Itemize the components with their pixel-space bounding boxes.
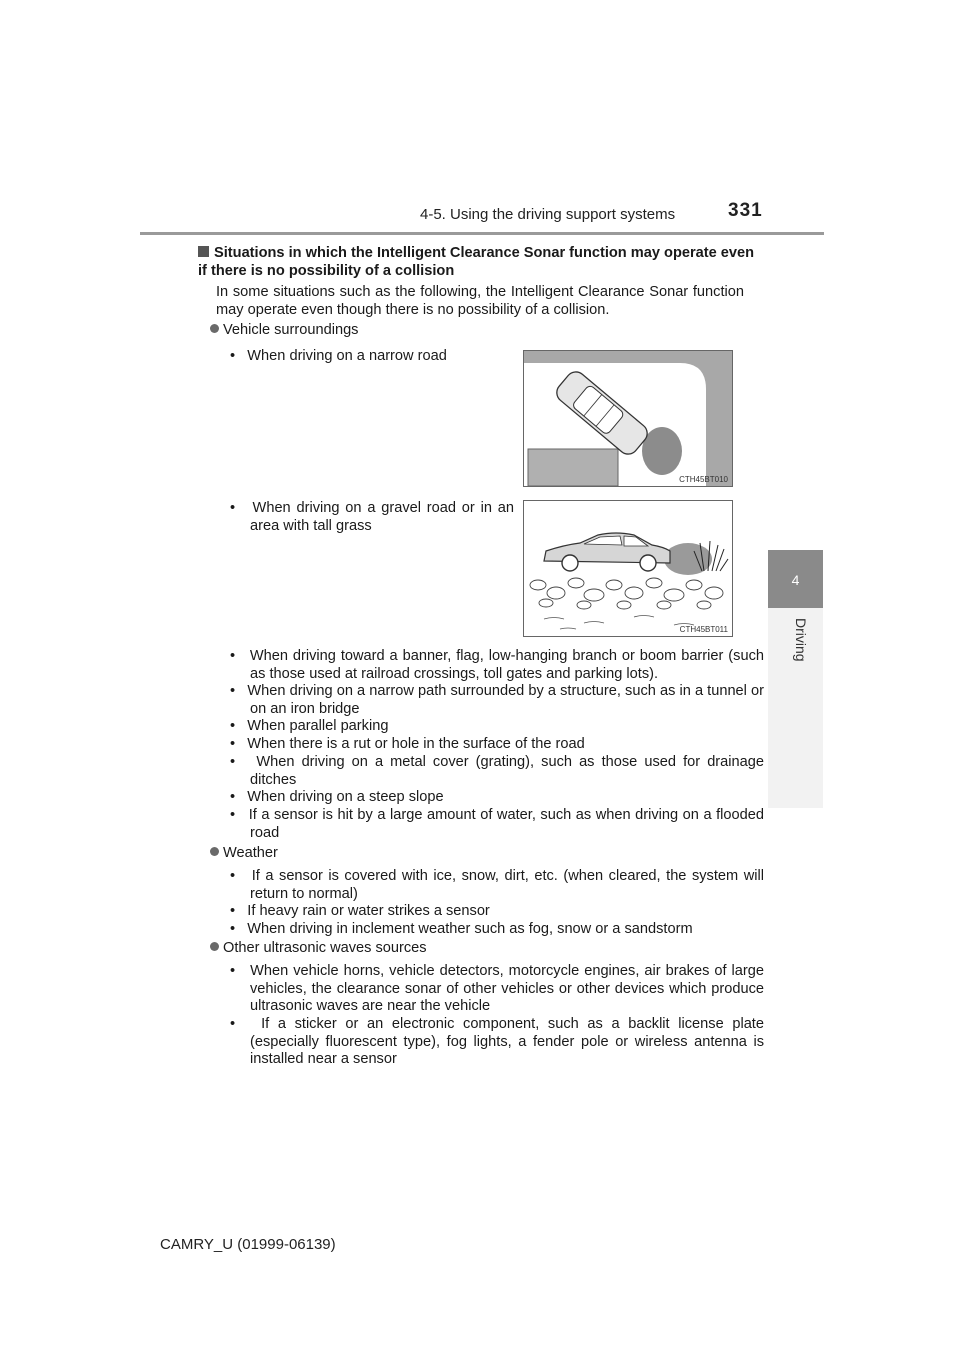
list-item: • When driving on a metal cover (grating), such as those used for drainage ditches: [230, 754, 764, 788]
figure-narrow-road: [523, 350, 733, 487]
section-title: 4-5. Using the driving support systems: [420, 206, 676, 223]
list-item: • When driving on a gravel road or in an area with tall grass: [230, 500, 514, 534]
chapter-number: 4: [791, 572, 800, 588]
square-bullet-icon: [198, 246, 209, 257]
list-item: • When there is a rut or hole in the surface of the road: [230, 736, 585, 752]
group-title-vehicle-surroundings: Vehicle surroundings: [210, 322, 750, 340]
page-number: 331: [728, 200, 763, 221]
list-item: • If a sensor is covered with ice, snow, dirt, etc. (when cleared, the system will return to normal): [230, 868, 764, 902]
circle-bullet-icon: [210, 324, 219, 333]
circle-bullet-icon: [210, 847, 219, 856]
chapter-label: [765, 618, 825, 678]
document-id: CAMRY_U (01999-06139): [160, 1236, 336, 1253]
list-item: • When driving on a steep slope: [230, 789, 444, 805]
circle-bullet-icon: [210, 942, 219, 951]
figure-code: CTH45BT011: [679, 625, 728, 634]
list-item: • If a sensor is hit by a large amount of water, such as when driving on a flooded road: [230, 807, 764, 841]
list-item: • When driving in inclement weather such as fog, snow or a sandstorm: [230, 921, 693, 937]
header-rule: [140, 232, 824, 235]
section-intro: In some situations such as the following, the Intelligent Clearance Sonar function may operate even though there is no possibility of a collision.: [216, 284, 744, 318]
group-title-ultrasonic-sources: Other ultrasonic waves sources: [210, 940, 750, 958]
list-item: • If heavy rain or water strikes a sensor: [230, 903, 490, 919]
list-item: • When driving on a narrow road: [230, 348, 447, 364]
list-item: • When driving toward a banner, flag, low-hanging branch or boom barrier (such as those used at railroad crossings, toll gates and parking lots).: [230, 648, 764, 682]
figure-gravel-road: [523, 500, 733, 637]
list-item: • If a sticker or an electronic component, such as a backlit license plate (especially fluorescent type), fog lights, a fender pole or wireless antenna is installed near a sensor: [230, 1016, 764, 1067]
list-item: • When parallel parking: [230, 718, 389, 734]
list-item: • When vehicle horns, vehicle detectors, motorcycle engines, air brakes of large vehicles, the clearance sonar of other vehicles or other devices which produce ultrasonic waves are near the vehicle: [230, 963, 764, 1014]
chapter-name: Driving: [793, 618, 809, 662]
narrow-road-illustration: [524, 351, 732, 486]
figure-code: CTH45BT010: [679, 475, 728, 484]
gravel-road-illustration: [524, 501, 732, 636]
group-title-weather: Weather: [210, 845, 750, 863]
list-item: • When driving on a narrow path surrounded by a structure, such as in a tunnel or on an iron bridge: [230, 683, 764, 717]
section-heading: Situations in which the Intelligent Clearance Sonar function may operate even if there is no possibility of a collision: [198, 245, 755, 279]
